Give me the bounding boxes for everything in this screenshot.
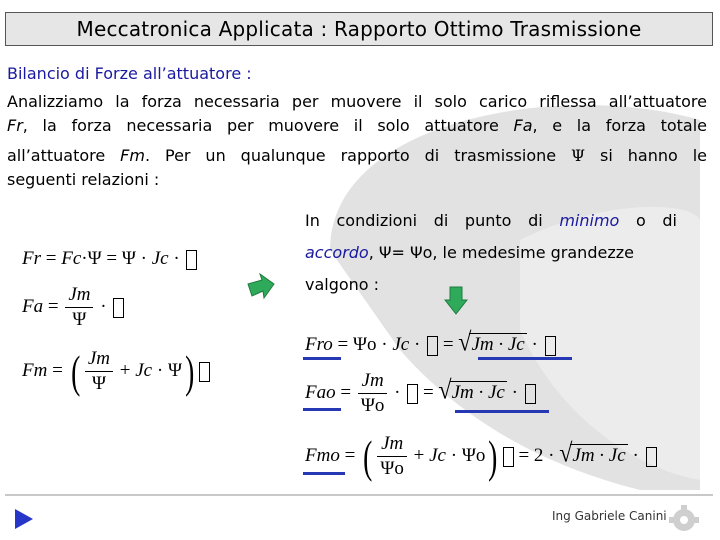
condition-line-1 [305, 205, 677, 237]
formula-fr [22, 248, 197, 270]
paragraph-text: , e la forza totale [532, 116, 708, 135]
formula-fro [305, 330, 556, 357]
formula-op: · [81, 248, 88, 269]
intro-paragraph [7, 90, 707, 192]
sqrt-content [570, 444, 627, 467]
condition-part: In condizioni di punto di [305, 211, 560, 230]
formula-term: Fro [305, 334, 333, 355]
formula-term: 2 · [533, 444, 560, 466]
sqrt-icon: √ [458, 328, 472, 358]
fm-term: Fm [120, 146, 145, 165]
condition-part: o di [619, 211, 678, 230]
formula-op: · [376, 334, 393, 355]
underline-bar [303, 408, 341, 411]
formula-op: · [627, 444, 644, 466]
formula-term: Fa [22, 295, 44, 317]
fraction-den: Ψo [360, 395, 385, 416]
formula-term: Jc [135, 359, 153, 381]
formula-op: = [418, 381, 439, 403]
footer-divider [5, 494, 713, 496]
paragraph-line-4: seguenti relazioni : [7, 170, 160, 189]
missing-glyph-icon [646, 447, 657, 467]
fraction [358, 370, 388, 417]
paragraph-text: . Per un qualunque rapporto di trasmissione [144, 146, 572, 165]
missing-glyph-icon [427, 336, 438, 356]
condition-text [305, 205, 677, 301]
fraction-num: Jm [377, 433, 407, 457]
formula-op: · [389, 381, 406, 403]
paragraph-line-2 [7, 114, 707, 138]
paren-open: ( [363, 430, 373, 482]
missing-glyph-icon [113, 298, 124, 318]
fraction-num: Jm [358, 370, 388, 394]
formula-op: · [526, 334, 543, 355]
formula-fm [22, 345, 210, 397]
section-heading: Bilancio di Forze all’attuatore : [7, 64, 252, 83]
fraction-den: Ψo [380, 458, 404, 479]
paragraph-text: si hanno le [585, 146, 707, 165]
formula-op: · [409, 334, 426, 355]
formula-op: · [168, 248, 185, 269]
paragraph-text: all’attuatore [7, 146, 121, 165]
formula-op: + [115, 359, 136, 381]
formula-op: · [446, 444, 462, 466]
paren-open: ( [70, 345, 80, 397]
formula-op: = [513, 444, 534, 466]
fraction [65, 284, 93, 331]
missing-glyph-icon [503, 447, 514, 467]
formula-term: Ψ [167, 359, 182, 381]
fa-term: Fa [513, 116, 533, 135]
missing-glyph-icon [407, 384, 418, 404]
formula-term: Jc [151, 248, 169, 269]
slide-title: Meccatronica Applicata : Rapporto Ottimo Trasmissione [5, 12, 713, 46]
missing-glyph-icon [199, 362, 210, 382]
formula-term: Fmo [305, 444, 340, 466]
fraction-den: Ψ [72, 309, 87, 330]
sqrt-icon: √ [559, 439, 573, 469]
author-name: Ing Gabriele Canini [552, 509, 667, 523]
formula-term: Jc [429, 444, 446, 466]
underline-bar [478, 357, 572, 360]
paragraph-line-3 [7, 144, 707, 168]
formula-op: = [43, 295, 64, 317]
condition-line-2 [305, 237, 677, 269]
formula-op: · [95, 295, 112, 317]
fr-term: Fr [7, 116, 23, 135]
fraction-num: Jm [65, 284, 93, 308]
underline-bar [303, 472, 345, 475]
formula-op: = [332, 334, 354, 355]
minimo-term: minimo [559, 211, 620, 230]
formula-term: Jc [392, 334, 410, 355]
formula-op: + [408, 444, 430, 466]
formula-fmo [305, 430, 657, 482]
formula-op: = [335, 381, 356, 403]
green-arrow-icon [444, 286, 468, 316]
formula-op: = [438, 334, 459, 355]
paren-close: ) [185, 345, 195, 397]
formula-term: Fc [61, 248, 82, 269]
formula-op: = [339, 444, 361, 466]
formula-op: = [101, 248, 122, 269]
formula-term: Fao [305, 381, 336, 403]
radicand: Jm · Jc [471, 334, 525, 355]
play-icon[interactable] [14, 508, 34, 530]
fraction [85, 348, 113, 395]
gear-icon [664, 500, 700, 532]
paragraph-text: , la forza necessaria per muovere il solo attuatore [22, 116, 514, 135]
formula-term: Ψ [121, 248, 136, 269]
formula-op: · [506, 381, 523, 403]
missing-glyph-icon [186, 250, 197, 270]
paragraph-line-1: Analizziamo la forza necessaria per muovere il solo carico riflessa all’attuatore [7, 92, 707, 111]
condition-part: , Ψ= Ψo, le medesime grandezze [368, 243, 634, 262]
formula-op: · [135, 248, 152, 269]
formula-term: Fr [22, 248, 41, 269]
radicand: Jm · Jc [451, 381, 505, 403]
formula-fa [22, 284, 124, 331]
underline-bar [303, 357, 341, 360]
formula-op: = [47, 359, 68, 381]
missing-glyph-icon [525, 384, 536, 404]
formula-term: Ψo [353, 334, 377, 355]
condition-line-3: valgono : [305, 275, 380, 294]
formula-term: Ψ [87, 248, 102, 269]
missing-glyph-icon [545, 336, 556, 356]
sqrt-content [469, 333, 526, 356]
fraction-num: Jm [85, 348, 113, 372]
sqrt-content [450, 381, 507, 404]
psi-symbol: Ψ [571, 146, 586, 165]
formula-term: Fm [22, 359, 48, 381]
underline-bar [455, 410, 549, 413]
fraction-den: Ψ [91, 373, 106, 394]
formula-term: Ψo [461, 444, 486, 466]
accordo-term: accordo [305, 243, 369, 262]
sqrt-icon: √ [438, 376, 452, 406]
paren-close: ) [488, 430, 498, 482]
formula-op: · [152, 359, 168, 381]
fraction [377, 433, 407, 480]
formula-op: = [41, 248, 62, 269]
green-arrow-icon [244, 272, 278, 302]
radicand: Jm · Jc [572, 444, 626, 466]
